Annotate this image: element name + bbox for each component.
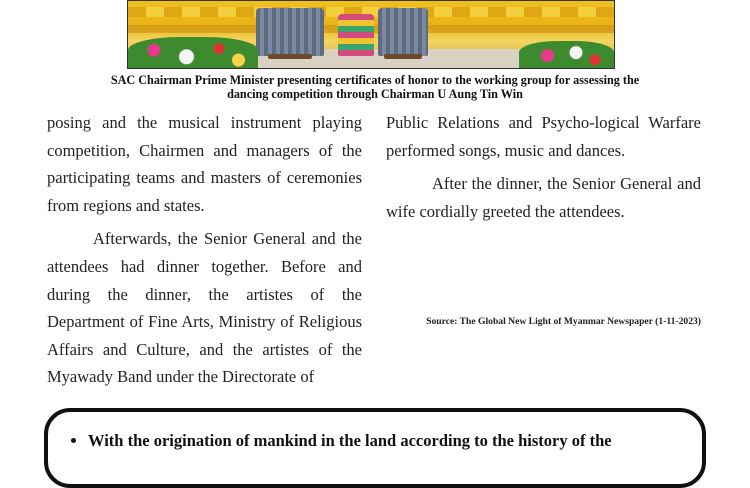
caption-line-1: SAC Chairman Prime Minister presenting certificates of honor to the working group for assessing the <box>110 73 640 87</box>
left-paragraph-2: Afterwards, the Senior General and the attendees had dinner together. Before and during the dinner, the artistes of the Department of Fine Arts, Ministry of Religious Affairs and Culture, and the artistes of the Myawady Band under the Directorate of <box>47 229 362 387</box>
info-box <box>44 408 706 488</box>
photo-person-right <box>378 8 428 56</box>
right-column <box>386 109 701 225</box>
photo-person-center <box>338 14 374 56</box>
photo-flowers-right <box>519 41 614 69</box>
right-paragraph-2: After the dinner, the Senior General and wife cordially greeted the attendees. <box>386 174 701 221</box>
left-column <box>47 109 362 391</box>
left-paragraph-1: posing and the musical instrument playing competition, Chairmen and managers of the participating teams and masters of ceremonies from regions and states. <box>47 113 362 215</box>
photo-person-left <box>256 8 324 56</box>
ceremony-photo <box>127 0 615 69</box>
info-box-list <box>48 430 702 452</box>
info-box-bullet: • With the origination of mankind in the land according to the history of the <box>88 430 702 452</box>
photo-caption <box>60 73 690 101</box>
photo-flowers-left <box>128 37 258 69</box>
photo-feet-left <box>268 54 312 59</box>
caption-line-2: dancing competition through Chairman U Aung Tin Win <box>227 87 523 101</box>
right-paragraph-1: Public Relations and Psycho-logical Warfare performed songs, music and dances. <box>386 113 701 160</box>
photo-feet-right <box>384 54 422 59</box>
source-credit: Source: The Global New Light of Myanmar Newspaper (1-11-2023) <box>426 316 701 327</box>
